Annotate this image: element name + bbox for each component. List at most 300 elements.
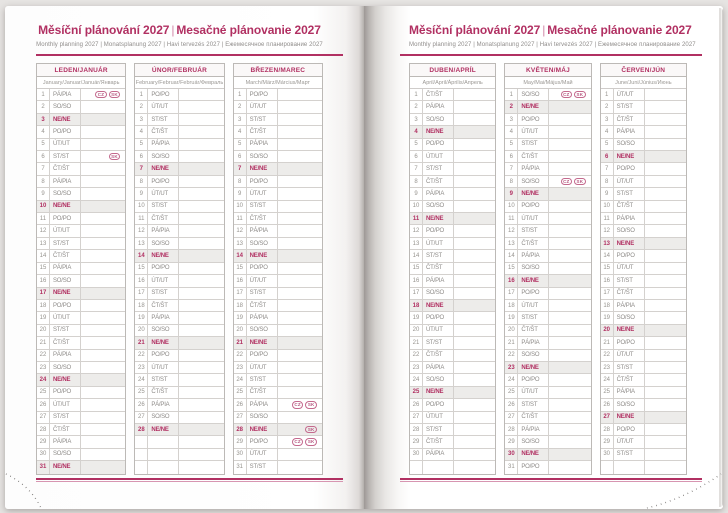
- day-number: 30: [505, 449, 518, 460]
- notes-cell: [645, 412, 686, 423]
- notes-cell: [549, 300, 590, 311]
- weekday-label: PÁ/PIA: [247, 399, 278, 410]
- day-number: 6: [505, 151, 518, 162]
- weekday-label: ÚT/UT: [518, 213, 549, 224]
- day-number: 25: [37, 387, 50, 398]
- sunday-row: [505, 101, 590, 113]
- day-number: 4: [135, 126, 148, 137]
- day-row: [601, 449, 686, 461]
- notes-cell: [645, 374, 686, 385]
- day-row: [601, 225, 686, 237]
- left-page-content: [5, 6, 364, 509]
- day-row: [234, 399, 322, 411]
- day-row: [37, 139, 125, 151]
- weekday-label: NE/NE: [518, 188, 549, 199]
- day-row: [234, 374, 322, 386]
- notes-cell: [454, 288, 495, 299]
- day-number: 21: [601, 337, 614, 348]
- empty-weekday-cell: [423, 461, 454, 473]
- day-number: 11: [234, 213, 247, 224]
- day-number: 26: [505, 399, 518, 410]
- notes-cell: [278, 250, 322, 261]
- notes-cell: [81, 250, 125, 261]
- notes-cell: [454, 350, 495, 361]
- day-number: 22: [410, 350, 423, 361]
- weekday-label: NE/NE: [518, 101, 549, 112]
- day-number: 2: [601, 101, 614, 112]
- day-row: [505, 337, 590, 349]
- weekday-label: NE/NE: [50, 201, 81, 212]
- weekday-label: PO/PO: [50, 126, 81, 137]
- empty-day-row: [601, 461, 686, 473]
- weekday-label: NE/NE: [518, 449, 549, 460]
- weekday-label: ČT/ŠT: [518, 238, 549, 249]
- day-row: [234, 114, 322, 126]
- day-number: 17: [37, 288, 50, 299]
- weekday-label: PÁ/PIA: [148, 225, 179, 236]
- day-number: 6: [601, 151, 614, 162]
- month-name: BŘEZEN/MAREC: [234, 64, 322, 77]
- notes-cell: [179, 188, 223, 199]
- day-row: [37, 101, 125, 113]
- notes-cell: [179, 350, 223, 361]
- left-page: [5, 6, 364, 509]
- day-number: 8: [234, 176, 247, 187]
- day-row: [601, 350, 686, 362]
- day-number: 31: [505, 461, 518, 473]
- day-row: [505, 238, 590, 250]
- day-row: [135, 151, 223, 163]
- notes-cell: [81, 151, 125, 162]
- notes-cell: [179, 126, 223, 137]
- weekday-label: ST/ST: [50, 325, 81, 336]
- day-row: [234, 387, 322, 399]
- sunday-row: [37, 201, 125, 213]
- weekday-label: ČT/ŠT: [614, 114, 645, 125]
- day-row: [601, 263, 686, 275]
- weekday-label: ÚT/UT: [50, 399, 81, 410]
- notes-cell: [278, 139, 322, 150]
- notes-cell: [454, 238, 495, 249]
- notes-cell: [179, 300, 223, 311]
- day-number: 12: [234, 225, 247, 236]
- notes-cell: [645, 424, 686, 435]
- day-row: [234, 89, 322, 101]
- notes-cell: [454, 312, 495, 323]
- title-separator: |: [171, 23, 175, 37]
- day-row: [601, 213, 686, 225]
- month-languages: May/Mai/Május/Май: [505, 77, 590, 89]
- notes-cell: [81, 374, 125, 385]
- day-number: 1: [505, 89, 518, 100]
- day-row: [234, 288, 322, 300]
- weekday-label: ČT/ŠT: [518, 412, 549, 423]
- day-number: 11: [505, 213, 518, 224]
- holiday-badge-sk: SK: [109, 91, 121, 99]
- weekday-label: ST/ST: [423, 424, 454, 435]
- notes-cell: [454, 151, 495, 162]
- page-title: [36, 23, 323, 38]
- notes-cell: [179, 139, 223, 150]
- weekday-label: NE/NE: [50, 288, 81, 299]
- day-number: 12: [135, 225, 148, 236]
- day-row: [135, 350, 223, 362]
- notes-cell: [81, 225, 125, 236]
- day-row: [37, 250, 125, 262]
- day-number: 15: [410, 263, 423, 274]
- notes-cell: [278, 449, 322, 460]
- notes-cell: [645, 275, 686, 286]
- notes-cell: [454, 213, 495, 224]
- notes-cell: [645, 288, 686, 299]
- day-row: [37, 399, 125, 411]
- notes-cell: [549, 275, 590, 286]
- weekday-label: SO/SO: [50, 449, 81, 460]
- weekday-label: PÁ/PIA: [247, 312, 278, 323]
- weekday-label: SO/SO: [148, 412, 179, 423]
- empty-day-number: [601, 461, 614, 473]
- weekday-label: ČT/ŠT: [148, 300, 179, 311]
- day-row: [234, 126, 322, 138]
- day-number: 24: [601, 374, 614, 385]
- weekday-label: SO/SO: [423, 114, 454, 125]
- weekday-label: SO/SO: [518, 436, 549, 447]
- notes-cell: [549, 387, 590, 398]
- weekday-label: ÚT/UT: [148, 188, 179, 199]
- day-number: 31: [37, 461, 50, 473]
- weekday-label: NE/NE: [423, 387, 454, 398]
- weekday-label: SO/SO: [50, 188, 81, 199]
- month-languages: January/Januar/Január/Январь: [37, 77, 125, 89]
- day-number: 6: [37, 151, 50, 162]
- weekday-label: ČT/ŠT: [50, 163, 81, 174]
- weekday-label: ST/ST: [247, 374, 278, 385]
- day-row: [410, 412, 495, 424]
- day-number: 10: [135, 201, 148, 212]
- notes-cell: [278, 176, 322, 187]
- weekday-label: ÚT/UT: [247, 188, 278, 199]
- day-row: [410, 337, 495, 349]
- day-number: 16: [37, 275, 50, 286]
- day-row: [37, 263, 125, 275]
- day-number: 12: [601, 225, 614, 236]
- notes-cell: [549, 362, 590, 373]
- weekday-label: PO/PO: [148, 263, 179, 274]
- notes-cell: [278, 188, 322, 199]
- day-row: [234, 213, 322, 225]
- weekday-label: ÚT/UT: [423, 412, 454, 423]
- notes-cell: [179, 312, 223, 323]
- month-languages: June/Juni/Június/Июнь: [601, 77, 686, 89]
- sunday-row: [601, 238, 686, 250]
- day-number: 4: [601, 126, 614, 137]
- header-rule: [36, 54, 343, 56]
- notes-cell: [549, 461, 590, 473]
- day-number: 8: [410, 176, 423, 187]
- day-row: [410, 263, 495, 275]
- day-row: [505, 312, 590, 324]
- weekday-label: ČT/ŠT: [518, 325, 549, 336]
- weekday-label: PÁ/PIA: [423, 188, 454, 199]
- day-row: [410, 362, 495, 374]
- weekday-label: ÚT/UT: [50, 139, 81, 150]
- weekday-label: ÚT/UT: [148, 275, 179, 286]
- notes-cell: [645, 337, 686, 348]
- day-row: [505, 201, 590, 213]
- notes-cell: [645, 238, 686, 249]
- day-number: 7: [601, 163, 614, 174]
- day-row: [505, 374, 590, 386]
- day-number: 19: [37, 312, 50, 323]
- day-number: 28: [135, 424, 148, 435]
- notes-cell: [278, 387, 322, 398]
- empty-day-row: [410, 461, 495, 473]
- weekday-label: PO/PO: [148, 176, 179, 187]
- day-number: 28: [234, 424, 247, 435]
- day-row: [505, 461, 590, 473]
- weekday-label: ÚT/UT: [518, 126, 549, 137]
- weekday-label: SO/SO: [518, 263, 549, 274]
- day-row: [37, 225, 125, 237]
- notes-cell: [278, 213, 322, 224]
- day-row: [234, 312, 322, 324]
- notes-cell: [454, 89, 495, 100]
- empty-weekday-cell: [148, 436, 179, 447]
- day-number: 20: [37, 325, 50, 336]
- weekday-label: SO/SO: [50, 275, 81, 286]
- day-number: 9: [505, 188, 518, 199]
- day-number: 4: [37, 126, 50, 137]
- page-stack-edge: [719, 8, 723, 507]
- notes-cell: [645, 213, 686, 224]
- weekday-label: ÚT/UT: [614, 350, 645, 361]
- day-number: 29: [37, 436, 50, 447]
- notes-cell: [645, 436, 686, 447]
- weekday-label: NE/NE: [148, 250, 179, 261]
- day-number: 15: [135, 263, 148, 274]
- day-number: 25: [234, 387, 247, 398]
- month-languages: April/April/Április/Апрель: [410, 77, 495, 89]
- notes-cell: [549, 436, 590, 447]
- month-name: ÚNOR/FEBRUÁR: [135, 64, 223, 77]
- day-row: [505, 436, 590, 448]
- weekday-label: ČT/ŠT: [148, 387, 179, 398]
- day-number: 23: [234, 362, 247, 373]
- day-number: 5: [410, 139, 423, 150]
- weekday-label: ST/ST: [148, 114, 179, 125]
- day-number: 18: [410, 300, 423, 311]
- notes-cell: [81, 412, 125, 423]
- day-row: [601, 101, 686, 113]
- weekday-label: NE/NE: [50, 461, 81, 473]
- day-row: [37, 188, 125, 200]
- sunday-row: [135, 424, 223, 436]
- day-number: 1: [37, 89, 50, 100]
- notes-cell: [454, 250, 495, 261]
- weekday-label: SO/SO: [518, 350, 549, 361]
- day-row: [505, 424, 590, 436]
- empty-day-row: [135, 436, 223, 448]
- day-number: 29: [234, 436, 247, 447]
- empty-day-number: [135, 449, 148, 460]
- day-number: 7: [410, 163, 423, 174]
- weekday-label: SO/SO: [50, 362, 81, 373]
- day-number: 16: [601, 275, 614, 286]
- weekday-label: SO/SO: [247, 325, 278, 336]
- notes-cell: [278, 300, 322, 311]
- day-row: [234, 449, 322, 461]
- sunday-row: [234, 163, 322, 175]
- weekday-label: NE/NE: [50, 374, 81, 385]
- weekday-label: PÁ/PIA: [247, 225, 278, 236]
- day-row: [135, 362, 223, 374]
- holiday-badge-sk: SK: [305, 426, 317, 434]
- weekday-label: NE/NE: [423, 213, 454, 224]
- day-row: [135, 374, 223, 386]
- day-number: 13: [505, 238, 518, 249]
- notes-cell: [454, 374, 495, 385]
- day-number: 19: [505, 312, 518, 323]
- notes-cell: [645, 176, 686, 187]
- day-number: 7: [505, 163, 518, 174]
- weekday-label: PÁ/PIA: [423, 449, 454, 460]
- notes-cell: [454, 139, 495, 150]
- day-row: [37, 362, 125, 374]
- day-number: 23: [505, 362, 518, 373]
- day-row: [37, 176, 125, 188]
- notes-cell: [549, 424, 590, 435]
- day-number: 23: [410, 362, 423, 373]
- day-number: 5: [37, 139, 50, 150]
- weekday-label: ÚT/UT: [247, 449, 278, 460]
- day-row: [234, 263, 322, 275]
- day-row: [234, 461, 322, 473]
- day-row: [234, 139, 322, 151]
- weekday-label: ST/ST: [148, 201, 179, 212]
- day-number: 5: [234, 139, 247, 150]
- day-row: [601, 424, 686, 436]
- weekday-label: ÚT/UT: [247, 275, 278, 286]
- notes-cell: [278, 288, 322, 299]
- day-number: 18: [601, 300, 614, 311]
- empty-weekday-cell: [148, 449, 179, 460]
- weekday-label: ČT/ŠT: [423, 89, 454, 100]
- notes-cell: [278, 461, 322, 473]
- weekday-label: SO/SO: [148, 238, 179, 249]
- weekday-label: SO/SO: [518, 176, 549, 187]
- weekday-label: NE/NE: [247, 424, 278, 435]
- notes-cell: [645, 101, 686, 112]
- notes-cell: [549, 201, 590, 212]
- weekday-label: ST/ST: [247, 288, 278, 299]
- header-rule: [400, 54, 702, 56]
- day-row: [410, 101, 495, 113]
- day-number: 14: [410, 250, 423, 261]
- day-row: [234, 151, 322, 163]
- day-row: [135, 201, 223, 213]
- notes-cell: [278, 412, 322, 423]
- day-row: [135, 101, 223, 113]
- notes-cell: [179, 101, 223, 112]
- notes-cell: [81, 461, 125, 473]
- day-row: [505, 263, 590, 275]
- weekday-label: SO/SO: [614, 312, 645, 323]
- weekday-label: PÁ/PIA: [423, 362, 454, 373]
- sunday-row: [410, 213, 495, 225]
- day-row: [505, 163, 590, 175]
- notes-cell: [454, 188, 495, 199]
- empty-weekday-cell: [614, 461, 645, 473]
- weekday-label: ST/ST: [614, 188, 645, 199]
- day-number: 22: [505, 350, 518, 361]
- notes-cell: [81, 126, 125, 137]
- weekday-label: SO/SO: [50, 101, 81, 112]
- day-row: [601, 201, 686, 213]
- day-number: 3: [505, 114, 518, 125]
- day-number: 2: [234, 101, 247, 112]
- weekday-label: ST/ST: [50, 151, 81, 162]
- day-number: 21: [410, 337, 423, 348]
- notes-cell: [179, 201, 223, 212]
- weekday-label: ČT/ŠT: [247, 213, 278, 224]
- weekday-label: PO/PO: [148, 350, 179, 361]
- day-row: [410, 89, 495, 101]
- notes-cell: [179, 374, 223, 385]
- weekday-label: ST/ST: [423, 250, 454, 261]
- day-number: 25: [410, 387, 423, 398]
- day-number: 1: [601, 89, 614, 100]
- holiday-badge-cz: CZ: [292, 438, 303, 446]
- day-row: [135, 139, 223, 151]
- day-number: 14: [135, 250, 148, 261]
- notes-cell: [179, 163, 223, 174]
- notes-cell: [454, 337, 495, 348]
- day-number: 16: [234, 275, 247, 286]
- notes-cell: [278, 163, 322, 174]
- day-row: [505, 139, 590, 151]
- day-row: [135, 213, 223, 225]
- notes-cell: [278, 201, 322, 212]
- day-row: [37, 300, 125, 312]
- day-number: 25: [601, 387, 614, 398]
- day-row: [37, 449, 125, 461]
- weekday-label: ÚT/UT: [50, 225, 81, 236]
- day-row: [37, 325, 125, 337]
- day-row: [37, 387, 125, 399]
- weekday-label: NE/NE: [614, 412, 645, 423]
- notes-cell: [179, 238, 223, 249]
- day-number: 19: [601, 312, 614, 323]
- weekday-label: ST/ST: [614, 449, 645, 460]
- day-row: [601, 139, 686, 151]
- notes-cell: [179, 288, 223, 299]
- notes-cell: [645, 362, 686, 373]
- month-table-january: [36, 63, 126, 475]
- day-row: [505, 412, 590, 424]
- day-number: 2: [135, 101, 148, 112]
- weekday-label: PO/PO: [247, 263, 278, 274]
- notes-cell: [645, 151, 686, 162]
- holiday-badge-sk: SK: [574, 178, 586, 186]
- day-row: [505, 213, 590, 225]
- day-number: 12: [37, 225, 50, 236]
- day-number: 15: [234, 263, 247, 274]
- day-row: [505, 350, 590, 362]
- weekday-label: PO/PO: [247, 436, 278, 447]
- weekday-label: PÁ/PIA: [518, 163, 549, 174]
- notes-cell: [645, 350, 686, 361]
- holiday-badge-sk: SK: [305, 438, 317, 446]
